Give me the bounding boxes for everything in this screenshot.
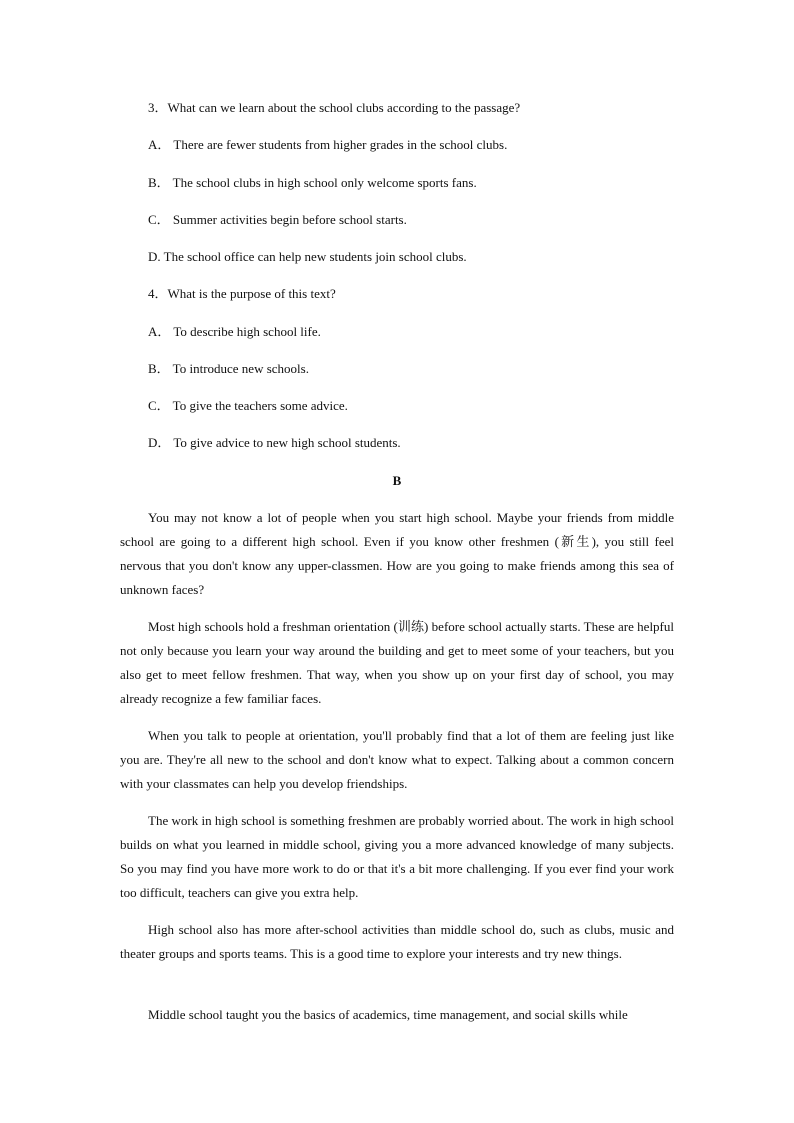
question-4-option-d: D． To give advice to new high school students. <box>148 435 401 450</box>
passage-paragraph-6: Middle school taught you the basics of academics, time management, and social skills while <box>148 1007 628 1022</box>
passage-paragraph-3: When you talk to people at orientation, you'll probably find that a lot of them are feeling just like you are. They're all new to the school and don't know what to expect. Talking about a common concern with your classmates can help you develop friendships. <box>120 728 674 791</box>
passage-paragraph-1: You may not know a lot of people when you start high school. Maybe your friends from middle school are going to a different high school. Even if you know other freshmen (新生), you still feel nervous that you don't know any upper-classmen. How are you going to make friends among this sea of unknown faces? <box>120 510 674 597</box>
passage-paragraph-2: Most high schools hold a freshman orientation (训练) before school actually starts. These are helpful not only because you learn your way around the building and get to meet some of your teachers, but you also get to meet fellow freshmen. That way, when you show up on your first day of school, you may already recognize a few familiar faces. <box>120 619 674 706</box>
question-3-option-a: A． There are fewer students from higher grades in the school clubs. <box>148 137 508 152</box>
question-3-option-c: C． Summer activities begin before school starts. <box>148 212 407 227</box>
question-4-stem: 4．What is the purpose of this text? <box>148 286 336 301</box>
section-b-heading: B <box>392 473 402 488</box>
question-3-stem: 3．What can we learn about the school clubs according to the passage? <box>148 100 521 115</box>
passage-paragraph-4: The work in high school is something freshmen are probably worried about. The work in high school builds on what you learned in middle school, giving you a more advanced knowledge of many subjects. So you may find you have more work to do or that it's a bit more challenging. If you ever find your work too difficult, teachers can give you extra help. <box>120 813 674 900</box>
question-4-option-b: B． To introduce new schools. <box>148 361 309 376</box>
question-4-option-a: A． To describe high school life. <box>148 324 321 339</box>
passage-paragraph-5: High school also has more after-school activities than middle school do, such as clubs, music and theater groups and sports teams. This is a good time to explore your interests and try new things. <box>120 922 674 961</box>
question-3-option-d: D. The school office can help new students join school clubs. <box>148 249 467 264</box>
question-4-option-c: C． To give the teachers some advice. <box>148 398 348 413</box>
question-3-option-b: B． The school clubs in high school only welcome sports fans. <box>148 175 477 190</box>
